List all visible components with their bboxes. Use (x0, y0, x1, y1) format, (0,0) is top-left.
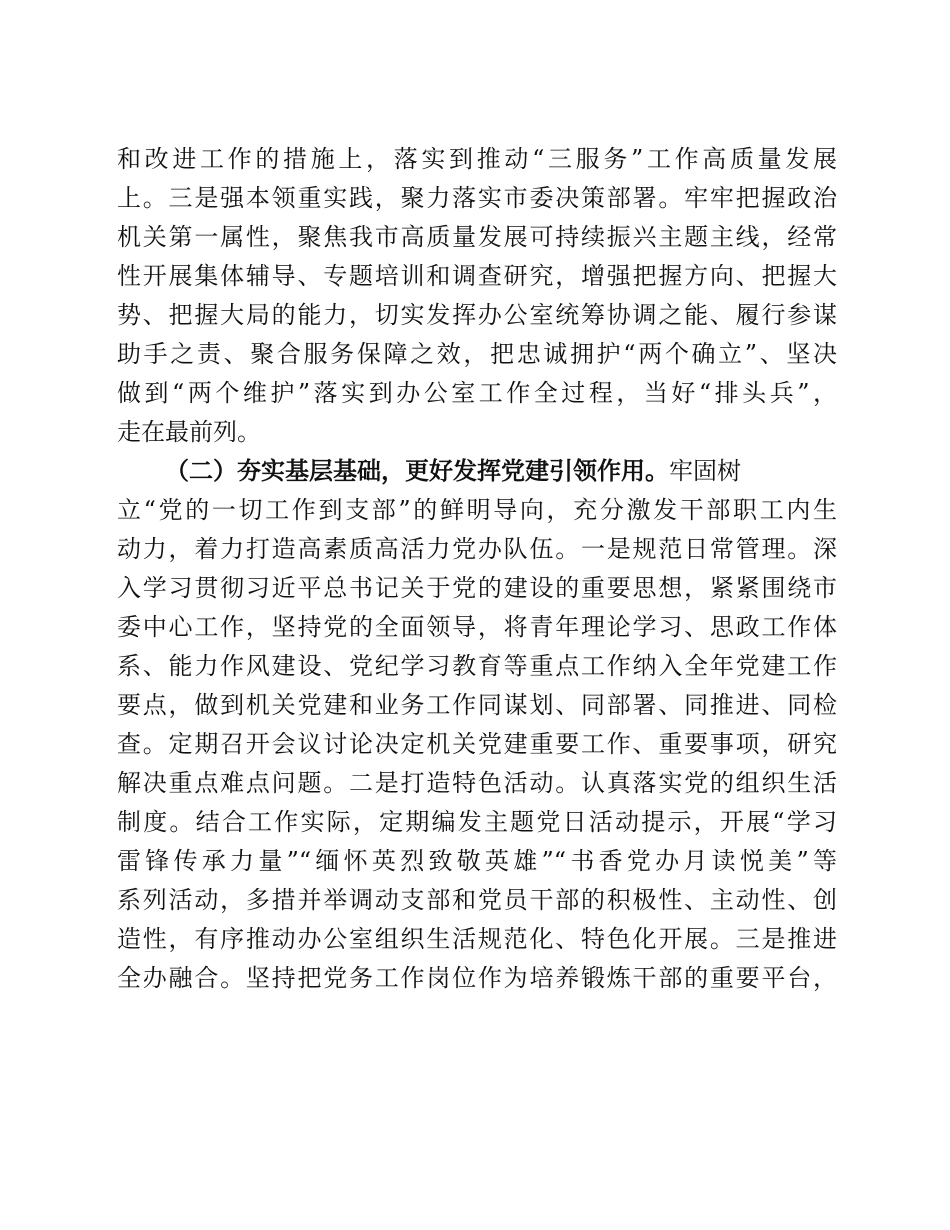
text-line: 制度。结合工作实际，定期编发主题党日活动提示，开展“学习 (117, 808, 837, 836)
text-line: 上。三是强本领重实践，聚力落实市委决策部署。牢牢把握政治 (117, 184, 837, 212)
text-line: 系、能力作风建设、党纪学习教育等重点工作纳入全年党建工作 (117, 652, 837, 680)
text-line: 造性，有序推动办公室组织生活规范化、特色化开展。三是推进 (117, 925, 837, 953)
text-line: 机关第一属性，聚焦我市高质量发展可持续振兴主题主线，经常 (117, 223, 837, 251)
text-line: 委中心工作，坚持党的全面领导，将青年理论学习、思政工作体 (117, 613, 837, 641)
text-line: 和改进工作的措施上，落实到推动“三服务”工作高质量发展 (117, 145, 837, 173)
section-heading-continuation: 牢固树 (669, 457, 741, 485)
section-heading: （二）夯实基层基础，更好发挥党建引领作用。 (165, 457, 669, 485)
text-line: 查。定期召开会议讨论决定机关党建重要工作、重要事项，研究 (117, 730, 837, 758)
text-line: 系列活动，多措并举调动支部和党员干部的积极性、主动性、创 (117, 886, 837, 914)
text-line: 助手之责、聚合服务保障之效，把忠诚拥护“两个确立”、坚决 (117, 340, 837, 368)
text-line: 要点，做到机关党建和业务工作同谋划、同部署、同推进、同检 (117, 691, 837, 719)
text-line: 雷锋传承力量”“缅怀英烈致敬英雄”“书香党办月读悦美”等 (117, 847, 837, 875)
text-line: 立“党的一切工作到支部”的鲜明导向，充分激发干部职工内生 (117, 496, 837, 524)
text-line: 做到“两个维护”落实到办公室工作全过程，当好“排头兵”， (117, 379, 837, 407)
text-line: 走在最前列。 (117, 418, 261, 446)
document-body (117, 140, 837, 998)
text-line: 势、把握大局的能力，切实发挥办公室统筹协调之能、履行参谋 (117, 301, 837, 329)
paragraph-section-two (117, 452, 837, 998)
text-line: 全办融合。坚持把党务工作岗位作为培养锻炼干部的重要平台， (117, 964, 837, 992)
text-line: 性开展集体辅导、专题培训和调查研究，增强把握方向、把握大 (117, 262, 837, 290)
text-line: 解决重点难点问题。二是打造特色活动。认真落实党的组织生活 (117, 769, 837, 797)
text-line: 入学习贯彻习近平总书记关于党的建设的重要思想，紧紧围绕市 (117, 574, 837, 602)
paragraph-first (117, 140, 837, 452)
section-heading-line (117, 452, 837, 491)
text-line: 动力，着力打造高素质高活力党办队伍。一是规范日常管理。深 (117, 535, 837, 563)
